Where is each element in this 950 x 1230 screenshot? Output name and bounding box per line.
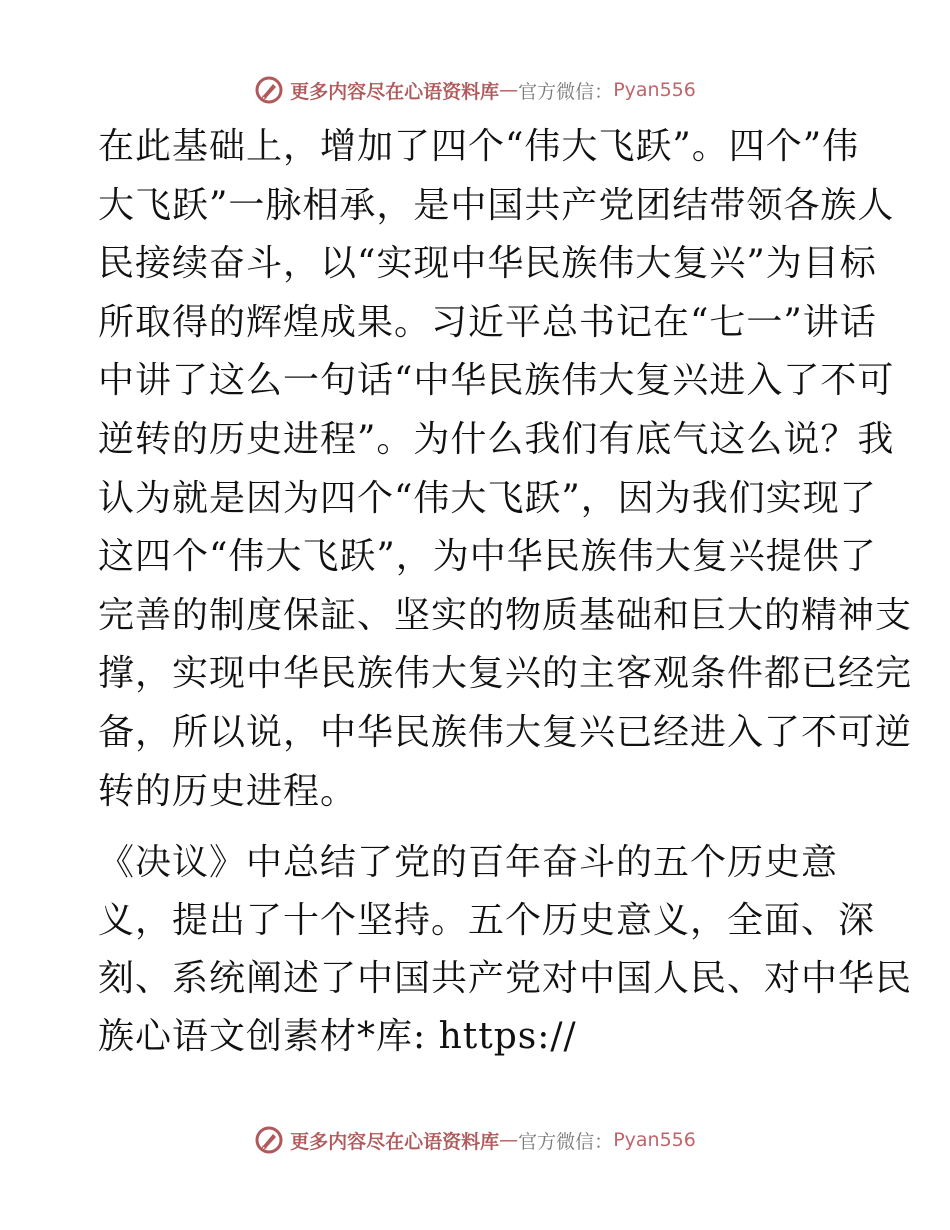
text-line: 认为就是因为四个“伟大飞跃”，因为我们实现了 — [98, 477, 877, 519]
text-line: 撑，实现中华民族伟大复兴的主客观条件都已经完 — [98, 653, 913, 695]
text-line: 这四个“伟大飞跃”，为中华民族伟大复兴提供了 — [98, 536, 877, 578]
wechat-id: Pyan556 — [613, 79, 696, 101]
watermark-separator: — — [499, 79, 519, 101]
text-line: 转的历史进程。 — [98, 770, 358, 812]
wechat-label: 官方微信： — [518, 80, 614, 103]
text-line: 《决议》中总结了党的百年奋斗的五个历史意 — [98, 842, 839, 883]
text-line: 备，所以说，中华民族伟大复兴已经进入了不可逆 — [98, 711, 913, 753]
text-line: 所取得的辉煌成果。习近平总书记在“七一”讲话 — [98, 301, 877, 343]
wechat-id: Pyan556 — [613, 1129, 696, 1151]
text-line: 义，提出了十个坚持。五个历史意义，全面、深 — [98, 900, 876, 941]
watermark-text: 更多内容尽在心语资料库 — [290, 80, 500, 103]
watermark-separator: — — [499, 1129, 519, 1151]
wechat-label: 官方微信： — [518, 1130, 614, 1153]
text-line: 在此基础上，增加了四个“伟大飞跃”。四个”伟 — [98, 126, 860, 167]
pen-logo-icon — [254, 1125, 284, 1155]
watermark-text: 更多内容尽在心语资料库 — [290, 1130, 500, 1153]
footer-watermark — [0, 1120, 950, 1160]
text-line: 族心语文创素材*库: https:// — [98, 1016, 577, 1057]
pen-logo-icon — [254, 75, 284, 105]
text-line: 逆转的历史进程”。为什么我们有底气这么说？我 — [98, 418, 895, 460]
paragraph-2 — [98, 834, 913, 1066]
text-line: 民接续奋斗，以“实现中华民族伟大复兴”为目标 — [98, 243, 877, 285]
paragraph-1 — [98, 118, 913, 821]
text-line: 刻、系统阐述了中国共产党对中国人民、对中华民 — [98, 958, 913, 999]
text-line: 完善的制度保証、坚实的物质基础和巨大的精神支 — [98, 594, 913, 636]
header-watermark — [0, 70, 950, 110]
text-line: 中讲了这么一句话“中华民族伟大复兴进入了不可 — [98, 360, 895, 402]
text-line: 大飞跃”一脉相承，是中国共产党团结带领各族人 — [98, 184, 895, 226]
